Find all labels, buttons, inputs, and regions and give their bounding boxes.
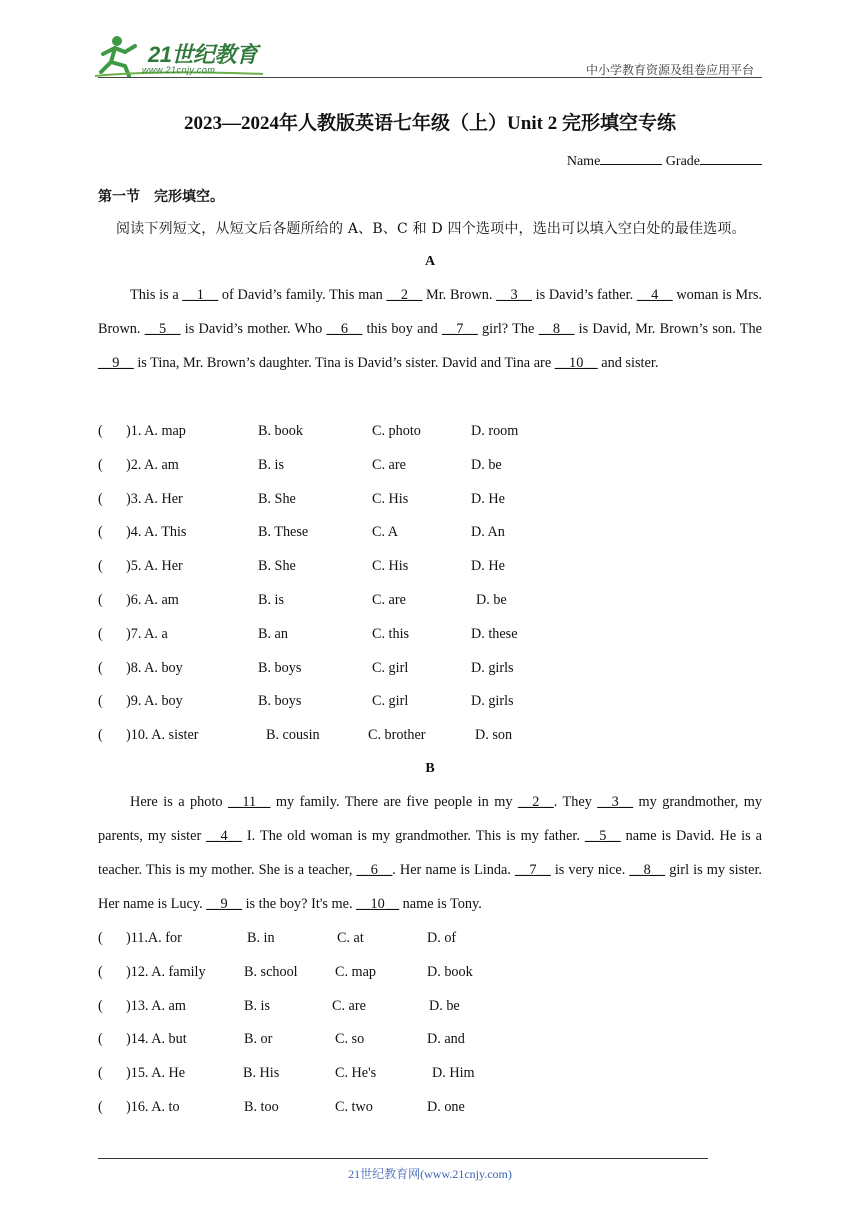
answer-paren[interactable]: ( [98, 625, 103, 642]
answer-paren[interactable]: ( [98, 727, 103, 744]
cloze-blank: __10__ [356, 896, 400, 912]
answer-paren[interactable]: ( [98, 592, 103, 608]
cloze-blank: __8__ [538, 321, 575, 337]
option-c: C. this [372, 625, 410, 642]
option-d: D. An [471, 524, 505, 541]
option-b: B. She [258, 490, 296, 507]
passage-text: is the boy? It's me. [242, 896, 357, 912]
passage-b-label: B [425, 761, 435, 776]
cloze-blank: __4__ [206, 828, 242, 844]
page-header [0, 0, 860, 82]
option-a: )10. A. sister [126, 727, 199, 744]
option-a: )2. A. am [126, 456, 179, 473]
option-d: D. book [427, 963, 473, 980]
option-a: )7. A. a [126, 625, 168, 642]
passage-text: is very nice. [550, 862, 630, 878]
option-b: B. boys [258, 693, 302, 710]
option-a: )9. A. boy [126, 693, 183, 710]
answer-paren[interactable]: ( [98, 659, 103, 676]
option-b: B. She [258, 558, 296, 575]
option-c: C. are [372, 456, 406, 473]
option-a: )16. A. to [126, 1099, 180, 1115]
name-label: Name [566, 154, 601, 169]
answer-paren[interactable]: ( [98, 558, 103, 575]
cloze-blank: __8__ [629, 862, 666, 878]
option-a: )3. A. Her [126, 490, 183, 507]
option-b: B. school [244, 963, 298, 980]
option-a: )1. A. map [126, 423, 186, 439]
answer-paren[interactable]: ( [98, 524, 103, 541]
cloze-blank: __10__ [554, 355, 598, 371]
passage-text: is Tina, Mr. Brown’s daughter. Tina is David’s sister. David and Tina are [133, 355, 555, 371]
option-d: D. be [476, 592, 507, 608]
answer-paren[interactable]: ( [98, 997, 103, 1014]
answer-paren[interactable]: ( [98, 963, 103, 980]
option-c: C. are [332, 997, 366, 1014]
option-c: C. He's [335, 1065, 377, 1082]
cloze-blank: __7__ [441, 321, 478, 337]
option-b: B. is [244, 997, 271, 1014]
passage-text: is Mrs. Brown. [98, 287, 762, 337]
answer-paren[interactable]: ( [98, 693, 103, 710]
option-d: D. girls [471, 659, 514, 676]
passage-text: . They [553, 794, 598, 810]
cloze-blank: __2__ [386, 287, 423, 303]
option-d: D. He [471, 558, 505, 575]
option-b: B. an [258, 625, 288, 642]
option-d: D. girls [471, 693, 514, 710]
header-slogan: 中小学教育资源及组卷应用平台 [585, 63, 754, 77]
option-b: B. is [258, 456, 285, 473]
cloze-blank: __4__ [636, 287, 673, 303]
logo-text: 21世纪教育 [148, 42, 258, 67]
header-divider [98, 77, 762, 78]
passage-text: girl is my sister. Her name is Lucy. [98, 862, 763, 912]
option-d: D. be [471, 456, 502, 473]
option-d: D. and [427, 1031, 465, 1048]
cloze-blank: __2__ [517, 794, 554, 810]
option-a: )13. A. am [126, 997, 186, 1014]
option-c: C. at [337, 930, 364, 946]
passage-text: Here is a photo [130, 794, 229, 810]
answer-paren[interactable]: ( [98, 1099, 103, 1115]
footer-text: 21世纪教育网(www.21cnjy.com) [348, 1167, 512, 1181]
option-d: D. be [429, 997, 460, 1014]
option-d: D. room [471, 423, 519, 439]
option-b: B. These [258, 524, 309, 541]
instructions: 阅读下列短文，从短文后各题所给的 A、B、C 和 D 四个选项中，选出可以填入空白处的最佳选项。 [116, 221, 746, 237]
option-b: B. is [258, 592, 285, 608]
answer-paren[interactable]: ( [98, 930, 103, 946]
page-title: 2023—2024年人教版英语七年级（上）Unit 2 完形填空专练 [184, 113, 676, 134]
option-a: )14. A. but [126, 1031, 187, 1048]
option-c: C. photo [372, 423, 421, 439]
passage-text: and sister. [601, 355, 659, 371]
option-a: )6. A. am [126, 592, 179, 608]
option-b: B. too [244, 1099, 279, 1115]
cloze-blank: __6__ [326, 321, 363, 337]
passage-text: woman [672, 287, 719, 303]
passage-text: is David’s mother. Who [180, 321, 327, 337]
passage-text: Brown’s son. The [659, 321, 762, 337]
option-d: D. He [471, 490, 505, 507]
option-c: C. His [372, 558, 409, 575]
option-d: D. these [471, 625, 518, 642]
passage-text: Mr. Brown. [422, 287, 497, 303]
cloze-blank: __11__ [228, 794, 271, 810]
answer-paren[interactable]: ( [98, 1065, 103, 1082]
option-a: )15. A. He [126, 1065, 186, 1082]
cloze-blank: __5__ [584, 828, 621, 844]
option-a: )8. A. boy [126, 659, 183, 676]
option-a: )11.A. for [126, 930, 182, 946]
passage-text: my grandmother, [633, 794, 739, 810]
option-b: B. book [258, 423, 303, 439]
name-grade-fields [567, 152, 762, 170]
option-b: B. cousin [266, 727, 320, 744]
footer-divider [98, 1158, 708, 1159]
option-d: D. son [475, 727, 513, 744]
option-b: B. in [247, 930, 275, 946]
passage-text: of David’s family. This man [218, 287, 387, 303]
passage-text: name is David. [620, 828, 715, 844]
option-c: C. are [372, 592, 406, 608]
option-c: C. His [372, 490, 409, 507]
passage-a-text [98, 278, 762, 380]
option-a: )5. A. Her [126, 558, 183, 575]
cloze-blank: __9__ [98, 355, 134, 371]
option-c: C. two [335, 1099, 373, 1115]
cloze-blank: __9__ [206, 896, 242, 912]
option-b: B. boys [258, 659, 302, 676]
cloze-blank: __3__ [496, 287, 532, 303]
cloze-blank: __6__ [356, 862, 393, 878]
passage-text: this boy and [362, 321, 442, 337]
passage-text: my family. There are five people in my [270, 794, 518, 810]
grade-blank [700, 152, 762, 165]
cloze-blank: __5__ [144, 321, 181, 337]
cloze-blank: __1__ [182, 287, 219, 303]
option-b: B. His [243, 1065, 280, 1082]
answer-paren[interactable]: ( [98, 1031, 103, 1048]
section-heading: 第一节 完形填空。 [98, 189, 224, 205]
passage-text: is David’s father. [531, 287, 637, 303]
passage-b-text [98, 785, 762, 921]
option-c: C. A [372, 524, 399, 541]
cloze-blank: __7__ [515, 862, 551, 878]
option-a: )12. A. family [126, 963, 206, 980]
option-c: C. so [335, 1031, 365, 1048]
answer-paren[interactable]: ( [98, 423, 103, 439]
passage-text: is David, Mr. [574, 321, 656, 337]
option-c: C. brother [368, 727, 426, 744]
option-d: D. of [427, 930, 457, 946]
name-blank [600, 152, 662, 165]
option-d: D. Him [432, 1065, 475, 1082]
option-c: C. girl [372, 693, 409, 710]
passage-a-label: A [424, 254, 436, 269]
option-c: C. map [335, 963, 376, 980]
answer-paren[interactable]: ( [98, 456, 103, 473]
option-a: )4. A. This [126, 524, 187, 541]
logo-url: www.21cnjy.com [142, 65, 216, 75]
passage-text: This is a [130, 287, 183, 303]
option-d: D. one [427, 1099, 465, 1115]
passage-text: my parents, my sister [98, 794, 763, 844]
passage-text: . Her name is Linda. [392, 862, 516, 878]
option-c: C. girl [372, 659, 409, 676]
passage-text: girl? The [477, 321, 539, 337]
grade-label: Grade [665, 154, 700, 169]
option-b: B. or [244, 1031, 273, 1048]
passage-text: name is Tony. [399, 896, 482, 912]
cloze-blank: __3__ [597, 794, 634, 810]
passage-text: I. The old woman is my grandmother. This is my father. [241, 828, 585, 844]
passage-text: He is a teacher. This is my mother. She is a teacher, [98, 828, 763, 878]
answer-paren[interactable]: ( [98, 490, 103, 507]
